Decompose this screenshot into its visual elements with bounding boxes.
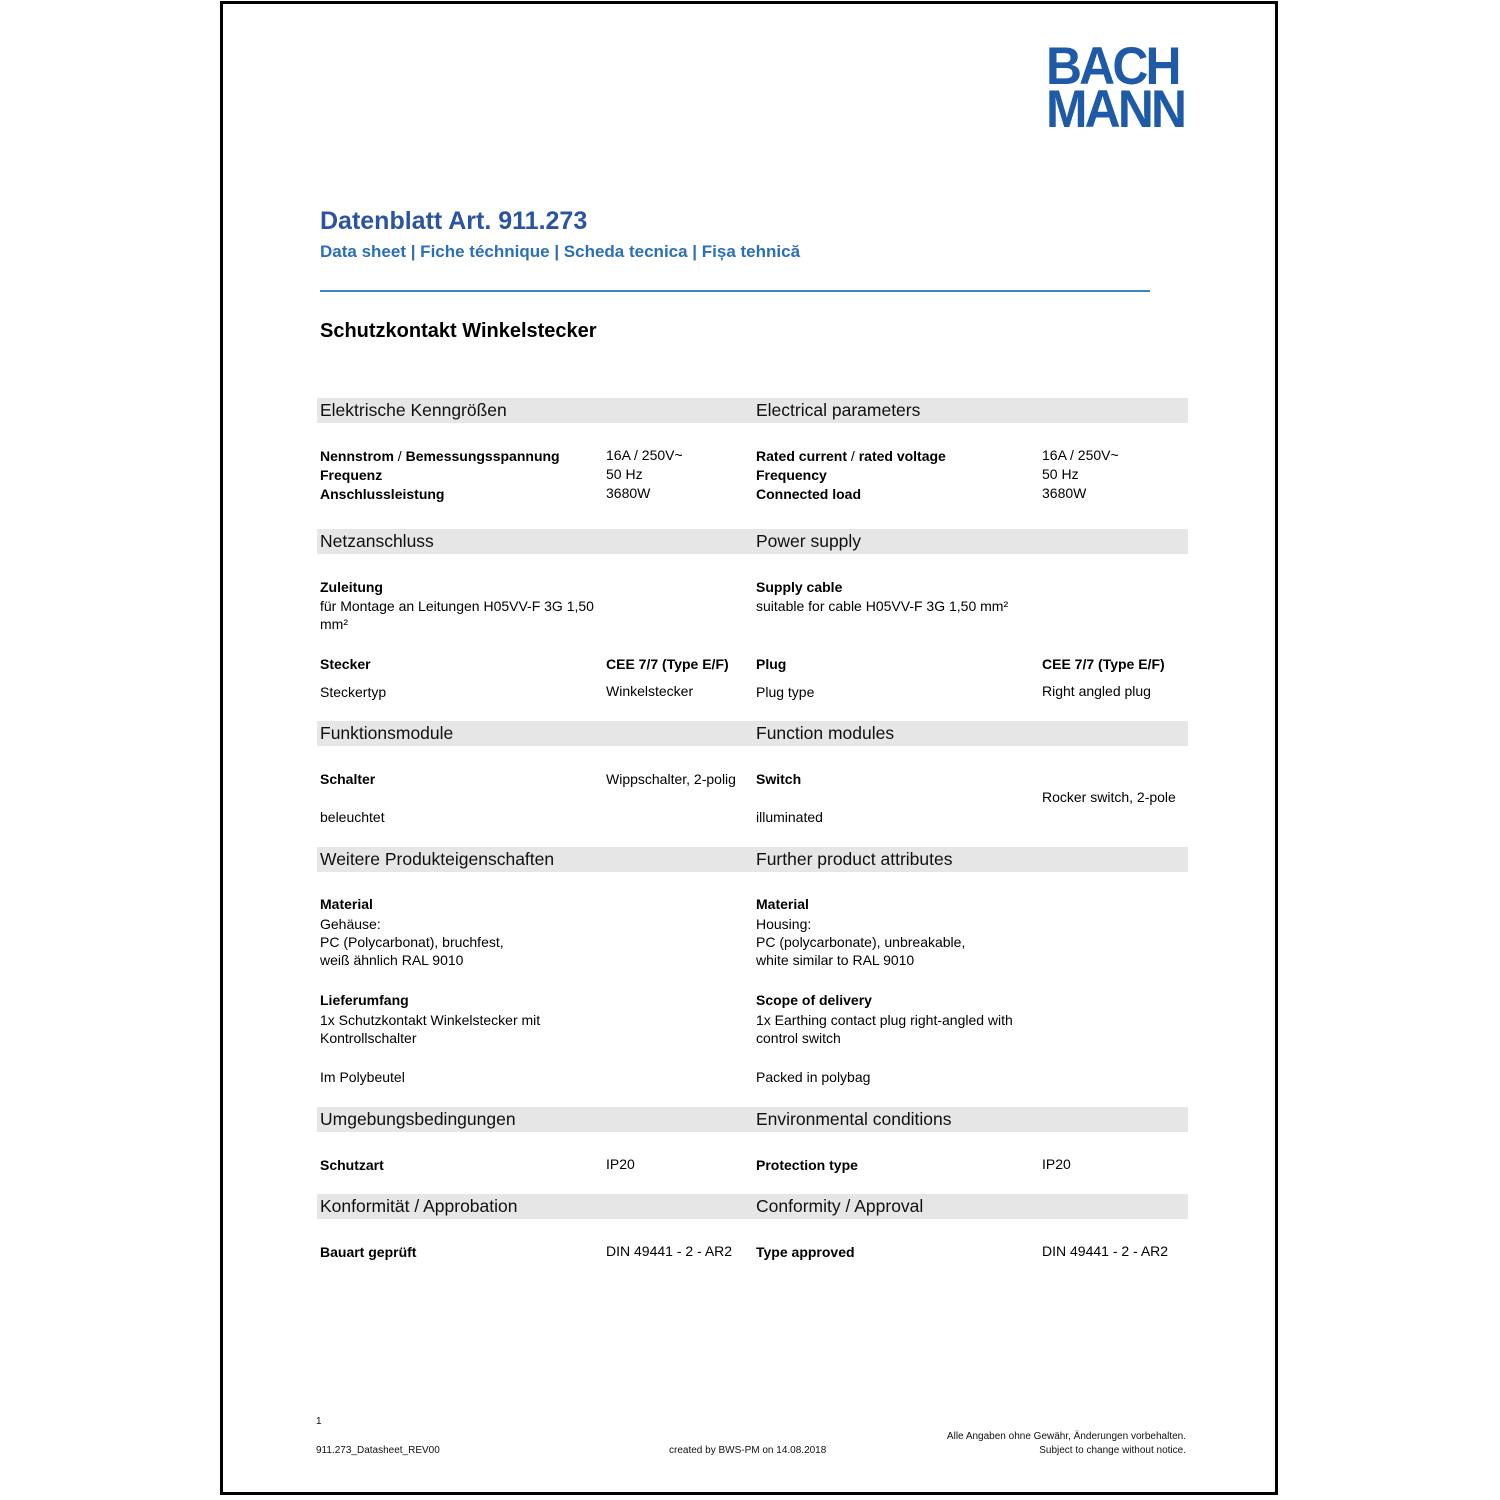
section-heading-de: Netzanschluss <box>320 531 434 551</box>
plug-type-value-de: Winkelstecker <box>606 683 694 699</box>
scope-label-de: Lieferumfang <box>320 992 409 1008</box>
connected-load-value-de: 3680W <box>606 485 651 501</box>
rated-current-label-de: Nennstrom / Bemessungsspannung <box>320 448 560 464</box>
section-heading-en: Further product attributes <box>756 849 953 869</box>
switch-note-en: illuminated <box>756 809 823 825</box>
bachmann-logo <box>1046 37 1196 139</box>
switch-note-de: beleuchtet <box>320 809 385 825</box>
section-heading-en: Function modules <box>756 723 895 743</box>
switch-label-en: Switch <box>756 771 802 787</box>
type-approved-value-de: DIN 49441 - 2 - AR2 <box>606 1243 733 1259</box>
document-id: 911.273_Datasheet_REV00 <box>316 1445 440 1456</box>
plug-value-en: CEE 7/7 (Type E/F) <box>1042 656 1165 672</box>
plug-value-de: CEE 7/7 (Type E/F) <box>606 656 729 672</box>
plug-label-de: Stecker <box>320 656 371 672</box>
type-approved-value-en: DIN 49441 - 2 - AR2 <box>1042 1243 1169 1259</box>
type-approved-label-en: Type approved <box>756 1244 855 1260</box>
datasheet-page <box>220 1 1278 1495</box>
protection-value-de: IP20 <box>606 1156 635 1172</box>
protection-value-en: IP20 <box>1042 1156 1071 1172</box>
frequency-value-en: 50 Hz <box>1042 466 1079 482</box>
material-text-en: Housing: PC (polycarbonate), unbreakable, white similar to RAL 9010 <box>756 916 966 968</box>
logo-line-1: BACH <box>1046 37 1179 96</box>
plug-type-label-de: Steckertyp <box>320 684 387 700</box>
connected-load-value-en: 3680W <box>1042 485 1087 501</box>
rated-current-label-en: Rated current / rated voltage <box>756 448 946 464</box>
created-info: created by BWS-PM on 14.08.2018 <box>669 1445 827 1456</box>
connected-load-label-de: Anschlussleistung <box>320 486 445 502</box>
section-attributes-header <box>317 847 1188 872</box>
section-heading-en: Environmental conditions <box>756 1109 952 1129</box>
scope-text-en: 1x Earthing contact plug right-angled with control switch <box>756 1012 1013 1046</box>
section-heading-de: Konformität / Approbation <box>320 1196 518 1216</box>
supply-cable-text-en: suitable for cable H05VV-F 3G 1,50 mm² <box>756 598 1009 614</box>
material-label-en: Material <box>756 896 809 912</box>
switch-value-de: Wippschalter, 2-polig <box>606 771 736 787</box>
plug-type-label-en: Plug type <box>756 684 815 700</box>
page-subtitle: Data sheet | Fiche téchnique | Scheda tecnica | Fișa tehnică <box>320 242 801 261</box>
supply-cable-text-de-2: mm² <box>320 616 348 632</box>
disclaimer-en: Subject to change without notice. <box>1039 1445 1186 1456</box>
plug-label-en: Plug <box>756 656 787 672</box>
frequency-label-en: Frequency <box>756 467 827 483</box>
plug-type-value-en: Right angled plug <box>1042 683 1151 699</box>
section-environment-header <box>317 1107 1188 1132</box>
protection-label-de: Schutzart <box>320 1157 384 1173</box>
section-electrical-header <box>317 398 1188 423</box>
material-label-de: Material <box>320 896 373 912</box>
connected-load-label-en: Connected load <box>756 486 862 502</box>
section-heading-en: Power supply <box>756 531 862 551</box>
switch-label-de: Schalter <box>320 771 376 787</box>
packing-text-en: Packed in polybag <box>756 1069 871 1085</box>
product-name: Schutzkontakt Winkelstecker <box>320 320 597 342</box>
type-approved-label-de: Bauart geprüft <box>320 1244 417 1260</box>
supply-cable-label-de: Zuleitung <box>320 579 383 595</box>
rated-current-value-en: 16A / 250V~ <box>1042 447 1119 463</box>
scope-label-en: Scope of delivery <box>756 992 872 1008</box>
section-conformity-header <box>317 1194 1188 1219</box>
material-text-de: Gehäuse: PC (Polycarbonat), bruchfest, weiß ähnlich RAL 9010 <box>320 916 504 968</box>
protection-label-en: Protection type <box>756 1157 858 1173</box>
section-heading-de: Funktionsmodule <box>320 723 454 743</box>
supply-cable-text-de-1: für Montage an Leitungen H05VV-F 3G 1,50 <box>320 598 594 614</box>
rated-current-value-de: 16A / 250V~ <box>606 447 683 463</box>
section-heading-de: Weitere Produkteigenschaften <box>320 849 555 869</box>
disclaimer-de: Alle Angaben ohne Gewähr, Änderungen vorbehalten. <box>946 1431 1186 1442</box>
packing-text-de: Im Polybeutel <box>320 1069 405 1085</box>
section-power-header <box>317 529 1188 554</box>
section-heading-de: Elektrische Kenngrößen <box>320 400 507 420</box>
scope-text-de: 1x Schutzkontakt Winkelstecker mit Kontrollschalter <box>320 1012 541 1046</box>
section-heading-en: Electrical parameters <box>756 400 921 420</box>
page-number: 1 <box>316 1416 322 1427</box>
frequency-label-de: Frequenz <box>320 467 383 483</box>
page-title: Datenblatt Art. 911.273 <box>320 207 588 235</box>
header-divider <box>320 290 1150 292</box>
section-heading-en: Conformity / Approval <box>756 1196 924 1216</box>
section-functions-header <box>317 721 1188 746</box>
section-heading-de: Umgebungsbedingungen <box>320 1109 516 1129</box>
switch-value-en: Rocker switch, 2-pole <box>1042 789 1176 805</box>
logo-line-2: MANN <box>1046 80 1185 139</box>
supply-cable-label-en: Supply cable <box>756 579 843 595</box>
frequency-value-de: 50 Hz <box>606 466 643 482</box>
